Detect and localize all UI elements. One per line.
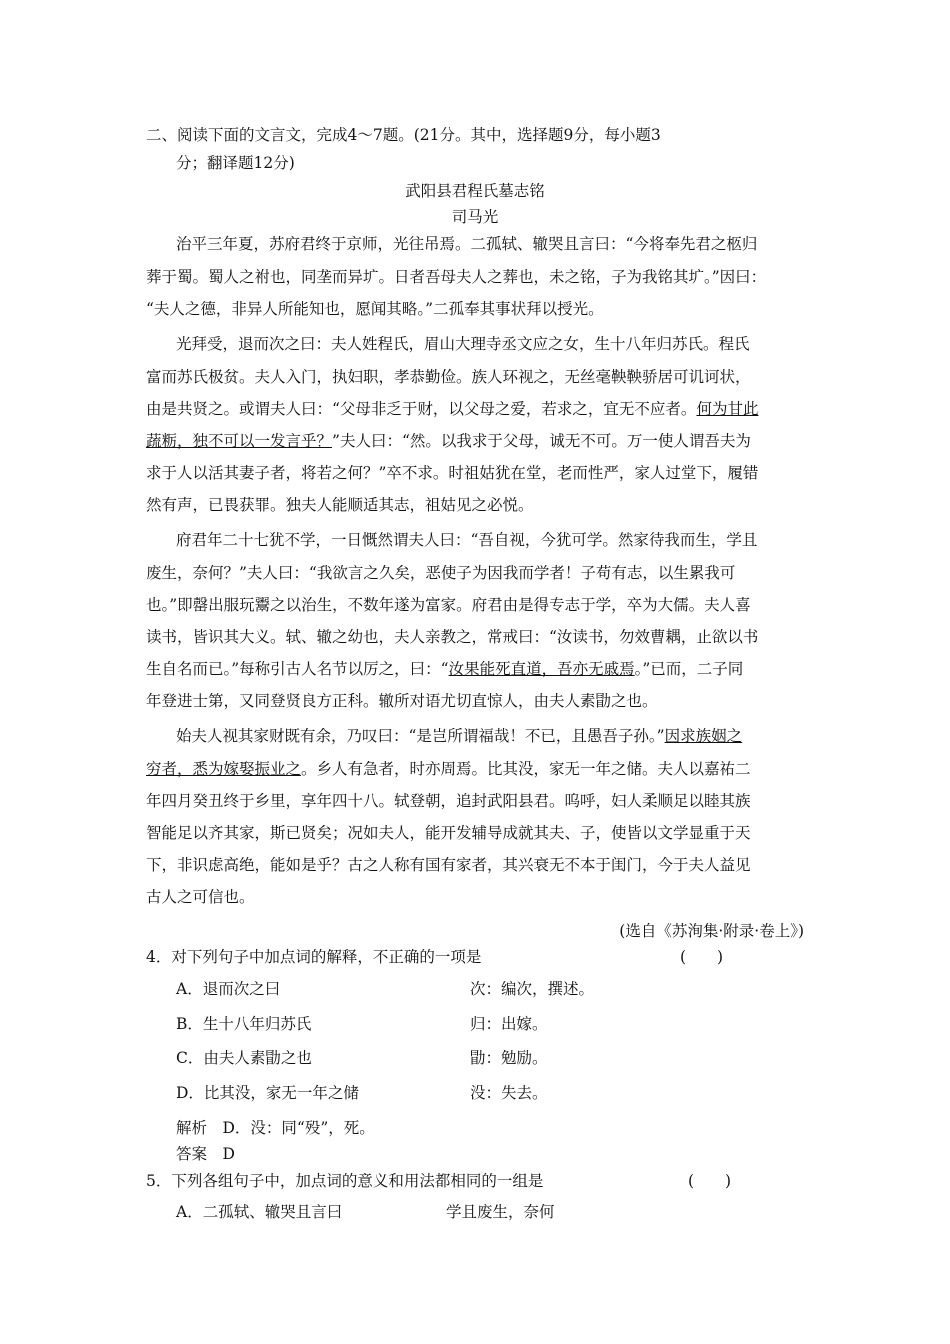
- underlined-sentence: 穷者，悉为嫁娶振业之: [146, 760, 302, 778]
- para1-line3: “夫人之德，非异人所能知也，愿闻其略。”二孤奉其事状拜以授光。: [146, 300, 604, 318]
- q4-option-c: C．由夫人素勖之也: [176, 1049, 312, 1067]
- para2-line1: 光拜受，退而次之曰：夫人姓程氏，眉山大理寺丞文应之女，生十八年归苏氏。程氏: [176, 335, 750, 353]
- para2-line4: 蔬粝，独不可以一发言乎？”夫人曰：“然。以我求于父母，诚无不可。万一使人谓吾夫为: [146, 432, 751, 450]
- q4-option-b-gloss: 归：出嫁。: [470, 1015, 548, 1033]
- para4-line5: 下，非识虑高绝，能如是乎？古之人称有国有家者，其兴衰无不本于闺门，今于夫人益见: [146, 856, 751, 874]
- q4-option-c-gloss: 勖：勉励。: [470, 1049, 548, 1067]
- para2-line3: 由是共贤之。或谓夫人曰：“父母非乏于财，以父母之爱，若求之，宜无不应者。何为甘此: [146, 400, 759, 418]
- para2-line5: 求于人以活其妻子者，将若之何？”卒不求。时祖姑犹在堂，老而性严，家人过堂下，履错: [146, 464, 759, 482]
- para4-line3: 年四月癸丑终于乡里，享年四十八。轼登朝，追封武阳县君。呜呼，妇人柔顺足以睦其族: [146, 792, 751, 810]
- para4-line2: 穷者，悉为嫁娶振业之。乡人有急者，时亦周焉。比其没，家无一年之储。夫人以嘉祐二: [146, 760, 751, 778]
- section-heading-line2: 分；翻译题12分): [176, 154, 295, 172]
- para4-line6: 古人之可信也。: [146, 888, 255, 906]
- question-5-stem: 5．下列各组句子中，加点词的意义和用法都相同的一组是: [146, 1172, 544, 1190]
- underlined-sentence: 何为甘此: [696, 400, 759, 418]
- answer-blank: ( ): [688, 1172, 732, 1190]
- underlined-sentence: 蔬粝，独不可以一发言乎？: [146, 432, 333, 450]
- para3-line3: 也。”即罄出服玩鬻之以治生，不数年遂为富家。府君由是得专志于学，卒为大儒。夫人喜: [146, 596, 751, 614]
- q4-option-a-gloss: 次：编次，撰述。: [470, 980, 595, 998]
- question-4-stem: 4．对下列句子中加点词的解释，不正确的一项是: [146, 948, 482, 966]
- essay-title: 武阳县君程氏墓志铭: [405, 182, 545, 200]
- answer-blank: ( ): [680, 948, 724, 966]
- underlined-sentence: 汝果能死直道，吾亦无戚焉: [448, 660, 635, 678]
- q5-option-a-right: 学且废生，奈何: [446, 1203, 555, 1221]
- q4-option-a: A．退而次之曰: [176, 980, 281, 998]
- q4-answer: 答案 D: [176, 1145, 235, 1163]
- para3-line6: 年登进士第，又同登贤良方正科。辙所对语尤切直惊人，由夫人素勖之也。: [146, 692, 658, 710]
- para4-line1: 始夫人视其家财既有余，乃叹曰：“是岂所谓福哉！不已，且愚吾子孙。”因求族姻之: [176, 727, 743, 745]
- para3-line1: 府君年二十七犹不学，一日慨然谓夫人曰：“吾自视，今犹可学。然家待我而生，学且: [176, 531, 758, 549]
- section-heading-line1: 二、阅读下面的文言文，完成4～7题。(21分。其中，选择题9分，每小题3: [146, 126, 661, 144]
- para3-line5: 生自名而已。”每称引古人名节以厉之，曰：“汝果能死直道，吾亦无戚焉。”已而，二子同: [146, 660, 744, 678]
- q4-option-d-gloss: 没：失去。: [470, 1084, 548, 1102]
- essay-author: 司马光: [451, 208, 499, 226]
- para2-line2: 富而苏氏极贫。夫人入门，执妇职，孝恭勤俭。族人环视之，无丝毫鞅鞅骄居可讥诃状，: [146, 368, 751, 386]
- para2-line6: 然有声，已畏获罪。独夫人能顺适其志，祖姑见之必悦。: [146, 496, 534, 514]
- para4-line4: 智能足以齐其家，斯已贤矣；况如夫人，能开发辅导成就其夫、子，使皆以文学显重于天: [146, 824, 751, 842]
- para3-line4: 读书，皆识其大义。轼、辙之幼也，夫人亲教之，常戒曰：“汝读书，勿效曹耦，止欲以书: [146, 628, 759, 646]
- underlined-sentence: 因求族姻之: [664, 727, 743, 745]
- para1-line1: 治平三年夏，苏府君终于京师，光往吊焉。二孤轼、辙哭且言曰：“今将奉先君之柩归: [176, 235, 758, 253]
- para1-line2: 葬于蜀。蜀人之祔也，同垄而异圹。日者吾母夫人之葬也，未之铭，子为我铭其圹。”因曰：: [146, 268, 767, 286]
- q4-analysis: 解析 D．没：同“殁”，死。: [176, 1119, 375, 1137]
- q4-option-d: D．比其没，家无一年之储: [176, 1084, 359, 1102]
- source-citation: (选自《苏洵集·附录·卷上》): [619, 922, 804, 940]
- para3-line2: 废生，奈何？”夫人曰：“我欲言之久矣，恶使子为因我而学者！子苟有志，以生累我可: [146, 564, 736, 582]
- q4-option-b: B．生十八年归苏氏: [176, 1015, 312, 1033]
- q5-option-a-left: A．二孤轼、辙哭且言曰: [176, 1203, 343, 1221]
